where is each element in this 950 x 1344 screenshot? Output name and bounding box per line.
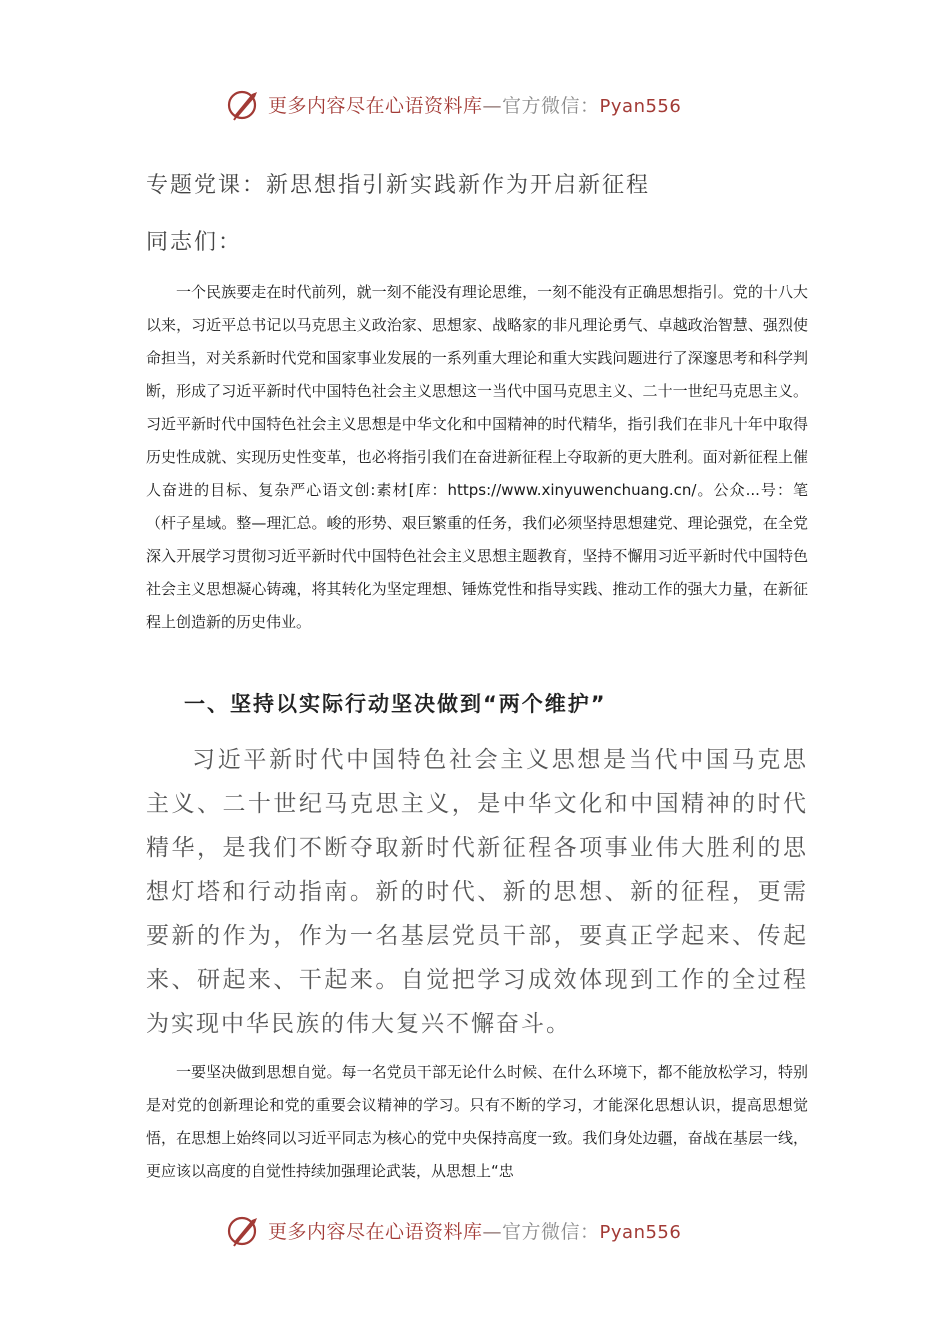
document-title: 专题党课：新思想指引新实践新作为开启新征程	[146, 173, 651, 198]
paragraph-point-one: 一要坚决做到思想自觉。每一名党员干部无论什么时候、在什么环境下，都不能放松学习，特别是对党的创新理论和党的重要会议精神的学习。只有不断的学习，才能深化思想认识，提高思想觉悟，在思想上始终同以习近平同志为核心的党中央保持高度一致。我们身处边疆，奋战在基层一线，更应该以高度的自觉性持续加强理论武装，从思想上“忠	[146, 1063, 808, 1180]
pen-logo-icon	[226, 1212, 262, 1248]
greeting: 同志们：	[146, 230, 243, 255]
banner-text: 更多内容尽在心语资料库—官方微信：Pyan556	[268, 94, 682, 117]
paragraph-intro: 一个民族要走在时代前列，就一刻不能没有理论思维，一刻不能没有正确思想指引。党的十八大以来，习近平总书记以马克思主义政治家、思想家、战略家的非凡理论勇气、卓越政治智慧、强烈使命担当，对关系新时代党和国家事业发展的一系列重大理论和重大实践问题进行了深邃思考和科学判断，形成了习近平新时代中国特色社会主义思想这一当代中国马克思主义、二十一世纪马克思主义。习近平新时代中国特色社会主义思想是中华文化和中国精神的时代精华，指引我们在非凡十年中取得历史性成就、实现历史性变革，也必将指引我们在奋进新征程上夺取新的更大胜利。面对新征程上催人奋进的目标、复杂严心语文创:素材[库：https://www.xinyuwenchuang.cn/。公众...号：笔（杆子星域。整—理汇总。峻的形势、艰巨繁重的任务，我们必须坚持思想建党、理论强党，在全党深入开展学习贯彻习近平新时代中国特色社会主义思想主题教育，坚持不懈用习近平新时代中国特色社会主义思想凝心铸魂，将其转化为坚定理想、锤炼党性和指导实践、推动工作的强大力量，在新征程上创造新的历史伟业。	[146, 283, 808, 631]
banner-text: 更多内容尽在心语资料库—官方微信：Pyan556	[268, 1220, 682, 1243]
section-heading: 一、坚持以实际行动坚决做到“两个维护”	[184, 692, 607, 716]
paragraph-large: 习近平新时代中国特色社会主义思想是当代中国马克思主义、二十世纪马克思主义，是中华文化和中国精神的时代精华，是我们不断夺取新时代新征程各项事业伟大胜利的思想灯塔和行动指南。新的时代、新的思想、新的征程，更需要新的作为，作为一名基层党员干部，要真正学起来、传起来、研起来、干起来。自觉把学习成效体现到工作的全过程为实现中华民族的伟大复兴不懈奋斗。	[146, 747, 808, 1037]
header-banner	[226, 84, 726, 124]
pen-logo-icon	[226, 86, 262, 122]
footer-banner	[226, 1210, 726, 1250]
